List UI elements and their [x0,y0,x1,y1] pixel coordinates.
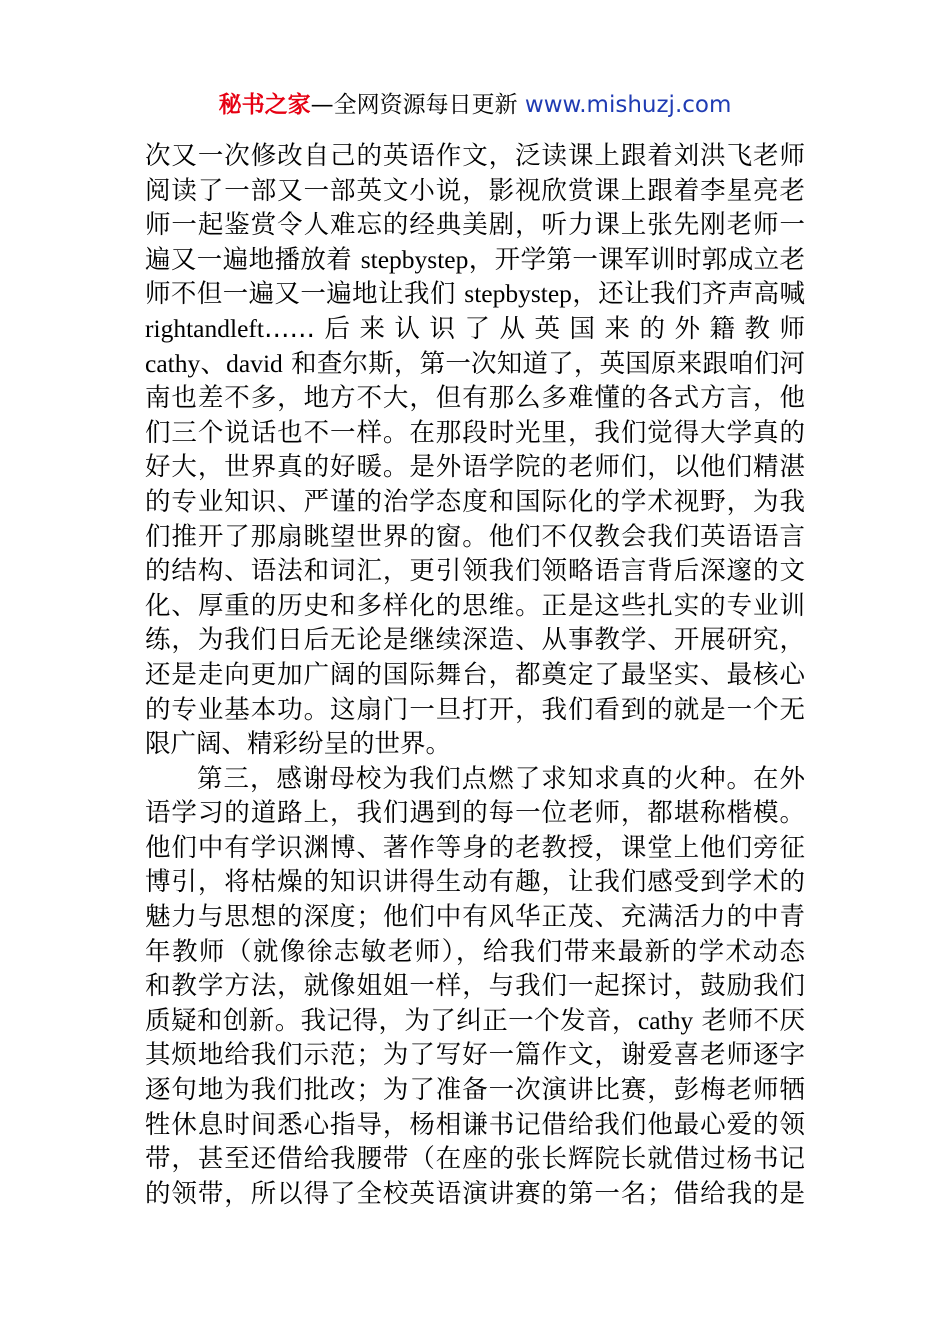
text-line: 的领带，所以得了全校英语演讲赛的第一名；借给我的是 [145,1178,805,1209]
text-line: 其烦地给我们示范；为了写好一篇作文，谢爱喜老师逐字 [145,1040,805,1071]
text-line: 南也差不多，地方不大，但有那么多难懂的各式方言，他 [145,383,805,414]
text-line: 质疑和创新。我记得，为了纠正一个发音，cathy 老师不厌 [145,1005,805,1036]
text-line: 逐句地为我们批改；为了准备一次演讲比赛，彭梅老师牺 [145,1075,805,1106]
latin-text-run: david [226,348,283,378]
paragraph-end-line: 限广阔、精彩纷呈的世界。 [145,729,452,760]
text-line: 的结构、语法和词汇，更引领我们领略语言背后深邃的文 [145,556,805,587]
text-line: rightandleft……后来认识了从英国来的外籍教师 [145,313,805,344]
text-line: 他们中有学识渊博、著作等身的老教授，课堂上他们旁征 [145,832,805,863]
text-line: 的专业知识、严谨的治学态度和国际化的学术视野，为我 [145,486,805,517]
text-line: 牲休息时间悉心指导，杨相谦书记借给我们他最心爱的领 [145,1109,805,1140]
text-line: 魅力与思想的深度；他们中有风华正茂、充满活力的中青 [145,902,805,933]
text-line: 们三个说话也不一样。在那段时光里，我们觉得大学真的 [145,417,805,448]
text-line: 年教师（就像徐志敏老师），给我们带来最新的学术动态 [145,936,805,967]
text-line: 遍又一遍地播放着 stepbystep，开学第一课军训时郭成立老 [145,244,805,275]
document-body [145,139,805,1211]
text-line: 练，为我们日后无论是继续深造、从事教学、开展研究， [145,625,805,656]
text-line: 师一起鉴赏令人难忘的经典美剧，听力课上张先刚老师一 [145,210,805,241]
text-line: 博引，将枯燥的知识讲得生动有趣，让我们感受到学术的 [145,867,805,898]
latin-text-run: cathy [145,348,201,378]
paragraph-start-line: 第三，感谢母校为我们点燃了求知求真的火种。在外 [197,763,805,794]
text-line: 们推开了那扇眺望世界的窗。他们不仅教会我们英语语言 [145,521,805,552]
latin-text-run: stepbystep [464,279,572,309]
header-tagline: —全网资源每日更新 [310,92,518,118]
text-line: 语学习的道路上，我们遇到的每一位老师，都堪称楷模。 [145,798,805,829]
text-line: 阅读了一部又一部英文小说，影视欣赏课上跟着李星亮老 [145,175,805,206]
text-line: 师不但一遍又一遍地让我们 stepbystep，还让我们齐声高喊 [145,279,805,310]
latin-text-run: cathy [637,1005,694,1035]
text-line: 化、厚重的历史和多样化的思维。正是这些扎实的专业训 [145,590,805,621]
latin-text-run: stepbystep [360,244,469,274]
site-url-link[interactable]: www.mishuzj.com [524,92,732,118]
page-header [0,86,950,124]
text-line: 还是走向更加广阔的国际舞台，都奠定了最坚实、最核心 [145,659,805,690]
site-brand: 秘书之家 [218,92,311,118]
text-line: 次又一次修改自己的英语作文，泛读课上跟着刘洪飞老师 [145,141,805,171]
text-line: 好大，世界真的好暖。是外语学院的老师们，以他们精湛 [145,452,805,483]
latin-text-run: rightandleft [145,313,264,343]
text-line: cathy、david 和查尔斯，第一次知道了，英国原来跟咱们河 [145,348,805,379]
text-line: 和教学方法，就像姐姐一样，与我们一起探讨，鼓励我们 [145,971,805,1002]
text-line: 带，甚至还借给我腰带（在座的张长辉院长就借过杨书记 [145,1144,805,1175]
text-line: 的专业基本功。这扇门一旦打开，我们看到的就是一个无 [145,694,805,725]
